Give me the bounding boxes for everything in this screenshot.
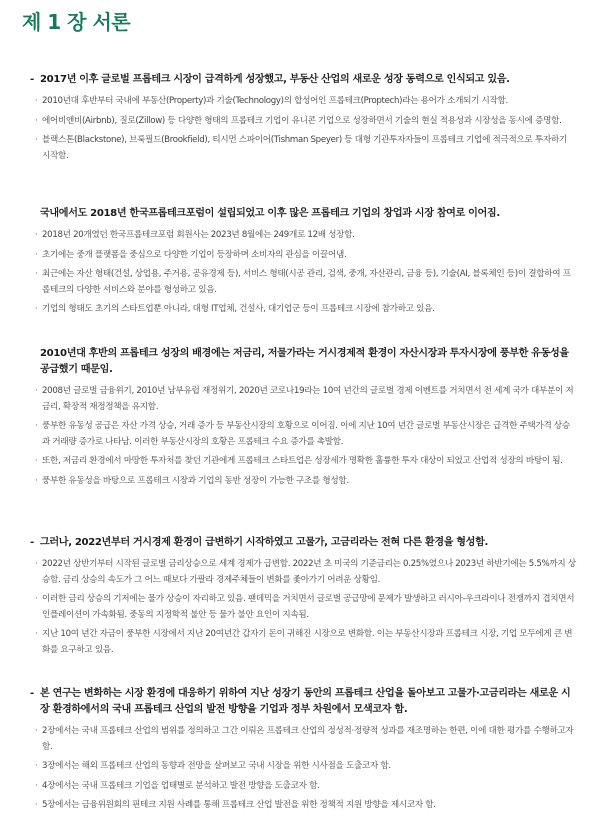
list-item: · 5장에서는 금융위원회의 핀테크 지원 사례를 통해 프롭테크 산업 발전을 위한 정책적 지원 방향을 제시코자 함. [30,798,576,814]
section-items [30,384,576,489]
list-item: · 3장에서는 해외 프롭테크 산업의 동향과 전망을 살펴보고 국내 시장을 위한 시사점을 도출코자 함. [30,759,576,775]
section-items [30,94,576,164]
list-item: · 2010년대 후반부터 국내에 부동산(Property)과 기술(Technology)의 합성어인 프롭테크(Proptech)라는 용어가 소개되기 시작함. [30,94,576,110]
section-5 [30,686,576,818]
list-item: · 최근에는 자산 형태(건설, 상업용, 주거용, 공유경제 등), 서비스 형태(시공 관리, 검색, 중개, 자산관리, 금융 등), 기술(AI, 블록체인 등)이 결합하여 프롭테크의 다양한 서비스와 분야를 형성하고 있음. [30,267,576,298]
list-item: · 기업의 형태도 초기의 스타트업뿐 아니라, 대형 IT업체, 건설사, 대기업군 등이 프롭테크 시장에 참가하고 있음. [30,302,576,318]
list-item: · 4장에서는 국내 프롭테크 기업을 업태별로 분석하고 발전 방향을 도출코자 함. [30,779,576,795]
section-items [30,228,576,318]
section-heading: - 2017년 이후 글로벌 프롭테크 시장이 급격하게 성장했고, 부동산 산업의 새로운 성장 동력으로 인식되고 있음. [30,72,576,88]
list-item: · 2장에서는 국내 프롭테크 산업의 범위를 정의하고 그간 이뤄온 프롭테크 산업의 정성적·정량적 성과를 재조명하는 한편, 이에 대한 평가를 수행하고자 함. [30,724,576,755]
section-4 [30,535,576,662]
list-item: · 풍부한 유동성 공급은 자산 가격 상승, 거래 증가 등 부동산시장의 호황으로 이어짐. 이에 지난 10여 년간 글로벌 부동산시장은 급격한 주택가격 상승과 거래량 증가로 나타남. 이러한 부동산시장의 호황은 프롭테크 수요 증가를 촉발함. [30,419,576,450]
list-item: · 이러한 금리 상승의 기저에는 물가 상승이 자리하고 있음. 팬데믹을 거치면서 글로벌 공급망에 문제가 발생하고 러시아-우크라이나 전쟁까지 겹치면서 인플레이션이 가속화됨. 중동의 지정학적 불안 등 물가 불안 요인이 지속됨. [30,592,576,623]
section-heading: - 그러나, 2022년부터 거시경제 환경이 급변하기 시작하였고 고물가, 고금리라는 전혀 다른 환경을 형성함. [30,535,576,551]
chapter-title: 제 1 장 서론 [22,10,131,34]
section-items [30,557,576,658]
section-items [30,724,576,814]
section-1 [30,72,576,168]
list-item: · 초기에는 중개 플랫폼을 중심으로 다양한 기업이 등장하며 소비자의 관심을 이끌어냄. [30,248,576,264]
section-heading: 국내에서도 2018년 한국프롭테크포럼이 설립되었고 이후 많은 프롭테크 기업의 창업과 시장 참여로 이어짐. [40,208,500,219]
list-item: · 블랙스톤(Blackstone), 브룩필드(Brookfield), 티시먼 스파이어(Tishman Speyer) 등 대형 기관투자자들이 프롭테크 기업에 적극적으로 투자하기 시작함. [30,133,576,164]
section-2 [30,206,576,322]
list-item: · 2022년 상반기부터 시작된 글로벌 금리상승으로 세계 경제가 급변함. 2022년 초 미국의 기준금리는 0.25%였으나 2023년 하반기에는 5.5%까지 상승함. 금리 상승의 속도가 그 어느 때보다 가팔라 경제주체들이 변화를 좇아가기 어려운 상황임. [30,557,576,588]
section-3 [30,346,576,493]
section-heading: - 본 연구는 변화하는 시장 환경에 대응하기 위하여 지난 성장기 동안의 프롭테크 산업을 돌아보고 고물가·고금리라는 새로운 시장 환경하에서의 국내 프롭테크 산업의 발전 방향을 기업과 정부 차원에서 모색코자 함. [30,686,576,718]
list-item: · 지난 10여 년간 자금이 풍부한 시장에서 지난 20여년간 갑자기 돈이 귀해진 시장으로 변화함. 이는 부동산시장과 프롭테크 시장, 기업 모두에게 큰 변화를 요구하고 있음. [30,627,576,658]
list-item: · 풍부한 유동성을 바탕으로 프롭테크 시장과 기업의 동반 성장이 가능한 구조를 형성함. [30,474,576,490]
list-item: · 2008년 글로벌 금융위기, 2010년 남부유럽 재정위기, 2020년 코로나19라는 10여 년간의 글로벌 경제 이벤트를 거치면서 전 세계 국가 대부분이 저금리, 확장적 재정정책을 유지함. [30,384,576,415]
list-item: · 에어비앤비(Airbnb), 질로(Zillow) 등 다양한 형태의 프롭테크 기업이 유니콘 기업으로 성장하면서 기술의 현실 적용성과 시장성을 동시에 증명함. [30,114,576,130]
section-heading: 2010년대 후반의 프롭테크 성장의 배경에는 저금리, 저물가라는 거시경제적 환경이 자산시장과 투자시장에 풍부한 유동성을 공급했기 때문임. [40,348,569,375]
list-item: · 또한, 저금리 환경에서 마땅한 투자처를 찾던 기관에게 프롭테크 스타트업은 성장세가 명확한 훌륭한 투자 대상이 되었고 산업적 성장의 바탕이 됨. [30,454,576,470]
list-item: · 2018년 20개였던 한국프롭테크포럼 회원사는 2023년 8월에는 249개로 12배 성장함. [30,228,576,244]
